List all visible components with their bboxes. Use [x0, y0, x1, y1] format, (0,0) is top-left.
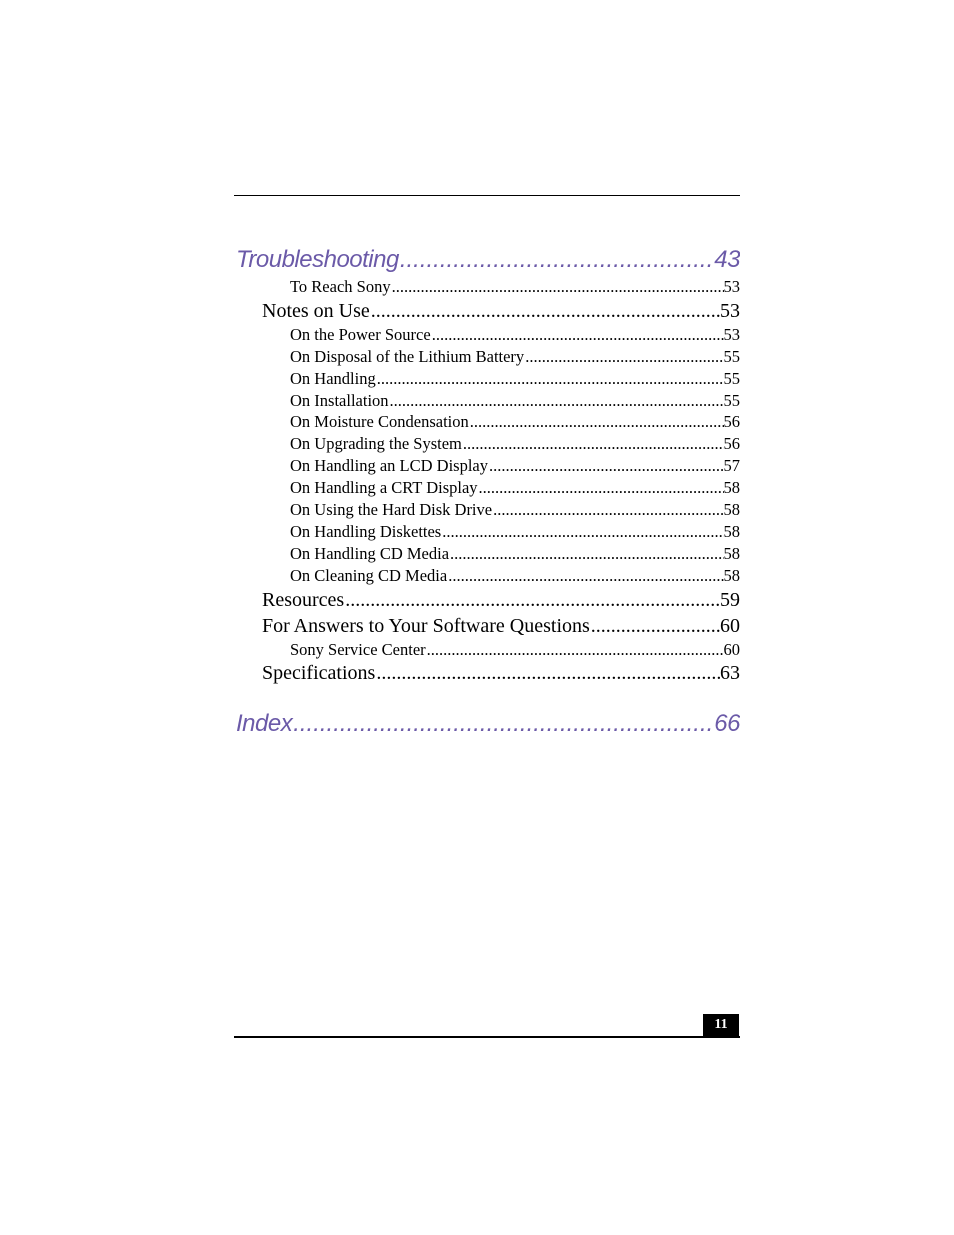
toc-entry-page: 56	[723, 412, 740, 432]
toc-entry-page: 58	[723, 500, 740, 520]
dot-leader	[399, 244, 714, 276]
toc-item-upgrading-system[interactable]	[236, 433, 740, 455]
toc-entry-page: 53	[720, 299, 740, 322]
dot-leader	[375, 660, 720, 686]
dot-leader	[478, 477, 724, 499]
dot-leader	[431, 324, 724, 346]
toc-entry-title: Resources	[262, 588, 345, 611]
toc-entry-page: 57	[723, 456, 740, 476]
toc-entry-title: Specifications	[262, 662, 376, 685]
dot-leader	[488, 455, 724, 477]
toc-item-cd-media[interactable]	[236, 543, 740, 565]
table-of-contents	[236, 244, 740, 740]
toc-item-power-source[interactable]	[236, 324, 740, 346]
toc-entry-title: On Handling CD Media	[290, 543, 450, 563]
page-number: 11	[703, 1014, 739, 1036]
toc-entry-title: Sony Service Center	[290, 639, 426, 659]
toc-entry-title: Troubleshooting	[236, 244, 399, 276]
toc-item-to-reach-sony[interactable]	[236, 276, 740, 298]
toc-item-hard-disk-drive[interactable]	[236, 499, 740, 521]
toc-section-specifications[interactable]	[236, 660, 740, 686]
dot-leader	[492, 499, 723, 521]
dot-leader	[376, 368, 724, 390]
toc-entry-title: On Upgrading the System	[290, 434, 462, 454]
toc-entry-page: 58	[723, 543, 740, 563]
toc-chapter-troubleshooting[interactable]	[236, 244, 740, 276]
dot-leader	[389, 390, 724, 412]
dot-leader	[441, 521, 723, 543]
toc-section-resources[interactable]	[236, 587, 740, 613]
toc-entry-title: On Disposal of the Lithium Battery	[290, 346, 525, 366]
toc-entry-page: 58	[723, 478, 740, 498]
toc-entry-title: On Handling a CRT Display	[290, 478, 478, 498]
dot-leader	[426, 639, 724, 661]
toc-entry-title: On Installation	[290, 390, 389, 410]
dot-leader	[292, 708, 714, 740]
top-rule	[234, 195, 740, 196]
toc-entry-title: Notes on Use	[262, 299, 370, 322]
toc-entry-page: 55	[723, 346, 740, 366]
dot-leader	[447, 565, 723, 587]
toc-section-software-questions[interactable]	[236, 613, 740, 639]
toc-entry-title: To Reach Sony	[290, 277, 391, 296]
toc-entry-page: 60	[723, 639, 740, 659]
toc-entry-title: On the Power Source	[290, 324, 431, 344]
toc-entry-page: 56	[723, 434, 740, 454]
toc-entry-page: 58	[723, 521, 740, 541]
dot-leader	[370, 298, 720, 324]
toc-entry-page: 55	[723, 390, 740, 410]
toc-entry-page: 59	[720, 588, 740, 611]
toc-entry-page: 58	[723, 565, 740, 585]
toc-item-handling[interactable]	[236, 368, 740, 390]
spacer	[236, 686, 740, 708]
dot-leader	[344, 587, 720, 613]
toc-item-cleaning-cd-media[interactable]	[236, 565, 740, 587]
toc-entry-title: On Moisture Condensation	[290, 412, 469, 432]
toc-item-installation[interactable]	[236, 390, 740, 412]
toc-entry-title: On Handling	[290, 368, 376, 388]
dot-leader	[469, 411, 724, 433]
dot-leader	[524, 346, 723, 368]
toc-entry-page: 63	[720, 662, 740, 685]
toc-entry-title: Index	[236, 708, 292, 740]
bottom-rule	[234, 1036, 740, 1038]
toc-entry-page: 53	[723, 277, 740, 296]
toc-entry-title: On Handling Diskettes	[290, 521, 442, 541]
toc-entry-page: 66	[714, 708, 740, 740]
toc-entry-page: 55	[723, 368, 740, 388]
toc-chapter-index[interactable]	[236, 708, 740, 740]
toc-entry-title: On Using the Hard Disk Drive	[290, 500, 493, 520]
dot-leader	[590, 613, 720, 639]
toc-item-sony-service-center[interactable]	[236, 639, 740, 661]
dot-leader	[449, 543, 723, 565]
toc-item-crt-display[interactable]	[236, 477, 740, 499]
toc-entry-title: For Answers to Your Software Questions	[262, 614, 590, 637]
toc-entry-title: On Cleaning CD Media	[290, 565, 448, 585]
dot-leader	[462, 433, 724, 455]
toc-section-notes-on-use[interactable]	[236, 298, 740, 324]
toc-item-diskettes[interactable]	[236, 521, 740, 543]
toc-entry-page: 53	[723, 324, 740, 344]
toc-item-moisture-condensation[interactable]	[236, 411, 740, 433]
dot-leader	[391, 276, 724, 298]
toc-entry-page: 60	[720, 614, 740, 637]
toc-item-lcd-display[interactable]	[236, 455, 740, 477]
toc-item-lithium-battery[interactable]	[236, 346, 740, 368]
toc-entry-title: On Handling an LCD Display	[290, 456, 488, 476]
toc-entry-page: 43	[714, 244, 740, 276]
